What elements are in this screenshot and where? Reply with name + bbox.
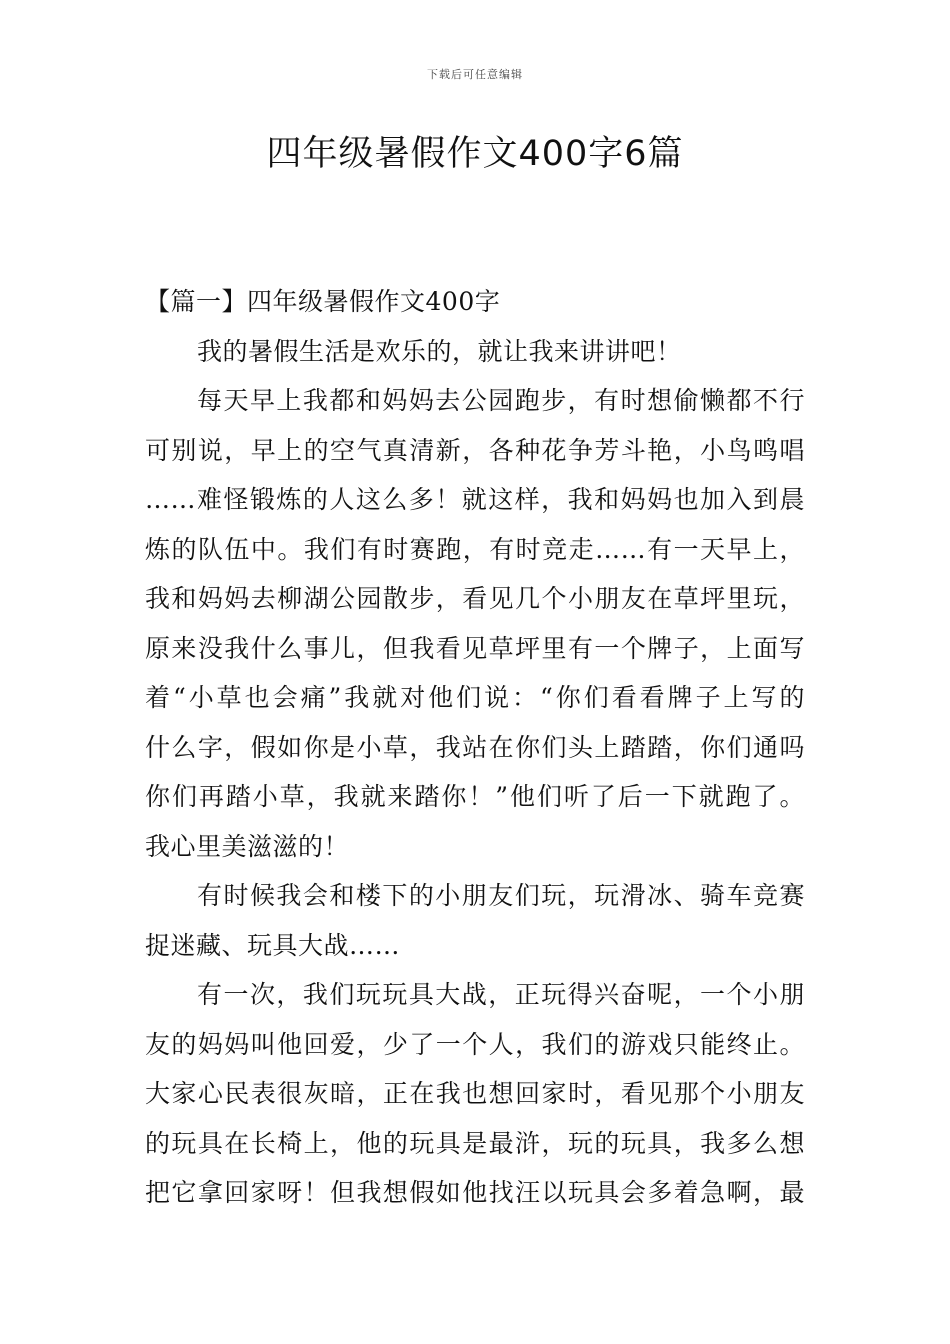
paragraph-line: 炼的队伍中。我们有时赛跑，有时竞走……有一天早上， bbox=[145, 534, 805, 564]
section-heading: 【篇一】四年级暑假作文400字 bbox=[145, 287, 501, 316]
paragraph-line: 什么字，假如你是小草，我站在你们头上踏踏，你们通吗 bbox=[145, 732, 805, 762]
paragraph-line: 我的暑假生活是欢乐的，就让我来讲讲吧！ bbox=[197, 336, 682, 366]
paragraph-line: 我和妈妈去柳湖公园散步，看见几个小朋友在草坪里玩， bbox=[145, 584, 805, 613]
paragraph-line: 把它拿回家呀！但我想假如他找汪以玩具会多着急啊，最 bbox=[145, 1178, 805, 1207]
paragraph-line: 你们再踏小草，我就来踏你！”他们听了后一下就跑了。 bbox=[145, 782, 805, 811]
paragraph-line: 的玩具在长椅上，他的玩具是最浒，玩的玩具，我多么想 bbox=[145, 1128, 805, 1158]
paragraph-line: 大家心民表很灰暗，正在我也想回家时，看见那个小朋友 bbox=[145, 1079, 805, 1108]
paragraph-line: 每天早上我都和妈妈去公园跑步，有时想偷懒都不行 bbox=[197, 386, 805, 415]
paragraph-line: 友的妈妈叫他回爱，少了一个人，我们的游戏只能终止。 bbox=[145, 1029, 805, 1059]
paragraph-line: 我心里美滋滋的！ bbox=[145, 831, 350, 861]
page-header-note: 下载后可任意编辑 bbox=[427, 68, 523, 81]
document-title: 四年级暑假作文400字6篇 bbox=[266, 134, 684, 174]
paragraph-line: 有时候我会和楼下的小朋友们玩，玩滑冰、骑车竞赛 bbox=[197, 881, 805, 910]
paragraph-line: ……难怪锻炼的人这么多！就这样，我和妈妈也加入到晨 bbox=[145, 485, 805, 514]
paragraph-line: 有一次，我们玩玩具大战，正玩得兴奋呢，一个小朋 bbox=[197, 980, 805, 1009]
paragraph-line: 可别说，早上的空气真清新，各种花争芳斗艳，小鸟鸣唱 bbox=[145, 435, 805, 465]
paragraph-line: 捉迷藏、玩具大战…… bbox=[145, 930, 401, 960]
paragraph-line: 着“小草也会痛”我就对他们说：“你们看看牌子上写的 bbox=[145, 683, 805, 712]
paragraph-line: 原来没我什么事儿，但我看见草坪里有一个牌子，上面写 bbox=[145, 633, 805, 663]
document-body bbox=[145, 277, 805, 1218]
